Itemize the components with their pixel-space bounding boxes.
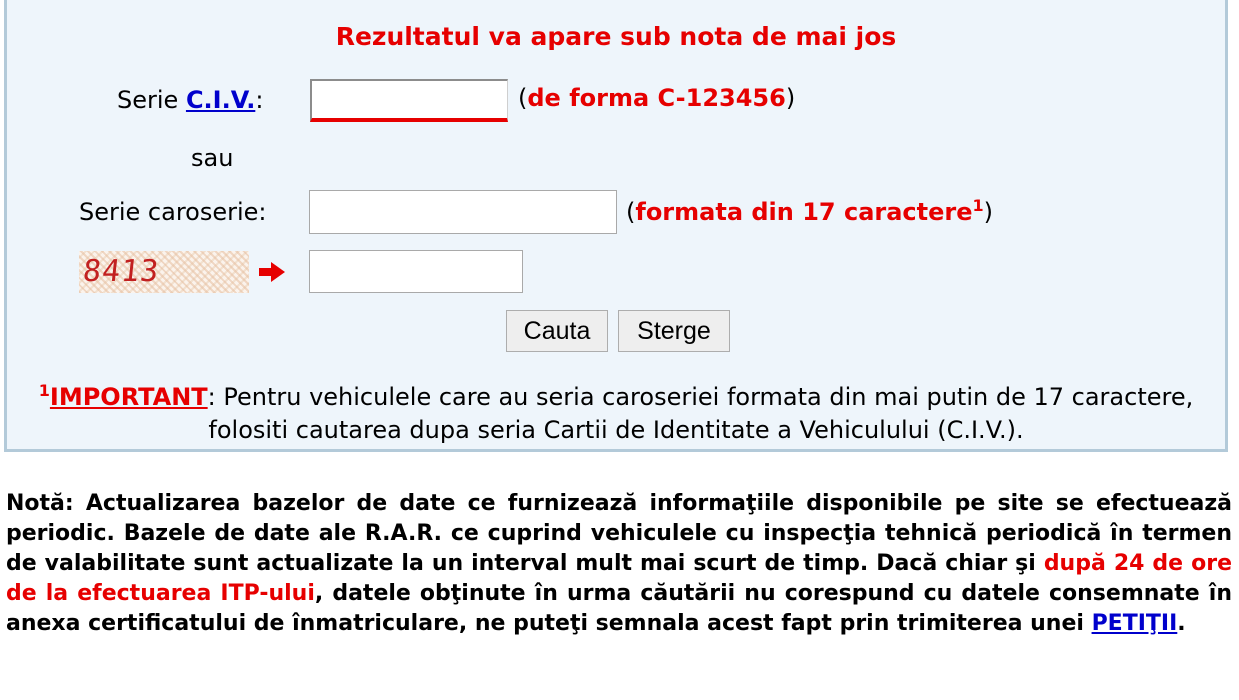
civ-label bbox=[117, 86, 263, 114]
civ-link[interactable]: C.I.V. bbox=[185, 86, 256, 114]
body-hint-close: ) bbox=[983, 198, 994, 226]
note-text-3: . bbox=[1177, 611, 1186, 636]
or-text: sau bbox=[191, 144, 234, 172]
note-highlight: după 24 de ore de la efectuarea ITP-ului bbox=[6, 551, 1232, 606]
note-text-1: Notă: Actualizarea bazelor de date ce furnizează informaţiile disponibile pe site se efectuează periodic. Bazele de date ale R.A.R. ce cuprind vehiculele cu inspecţia tehnică periodică în termen de valabilitate sunt actualizate la un interval mult mai scurt de timp. Dacă chiar şi bbox=[6, 491, 1232, 576]
result-headline: Rezultatul va apare sub nota de mai jos bbox=[335, 22, 897, 51]
civ-input[interactable] bbox=[310, 79, 508, 122]
important-link[interactable]: IMPORTANT bbox=[49, 383, 208, 411]
clear-button[interactable]: Sterge bbox=[618, 310, 730, 352]
captcha-text: 8413 bbox=[81, 254, 162, 289]
civ-hint bbox=[518, 84, 795, 112]
note-text-2: , datele obţinute în urma căutării nu corespund cu datele consemnate în anexa certificatului de înmatriculare, ne puteţi semnala acest fapt prin trimiterea unei bbox=[6, 581, 1232, 636]
civ-hint-close: ) bbox=[785, 84, 796, 112]
body-series-hint bbox=[626, 196, 993, 226]
body-series-label: Serie caroserie: bbox=[79, 198, 267, 226]
update-note bbox=[6, 489, 1232, 639]
civ-hint-open: ( bbox=[518, 84, 528, 112]
captcha-input[interactable] bbox=[309, 250, 523, 293]
civ-hint-text: de forma C-123456 bbox=[527, 84, 786, 112]
search-button[interactable]: Cauta bbox=[506, 310, 608, 352]
petitii-link[interactable]: PETIŢII bbox=[1091, 611, 1178, 636]
body-hint-text: formata din 17 caractere bbox=[635, 198, 973, 226]
civ-label-suffix: : bbox=[255, 86, 264, 114]
important-text: : Pentru vehiculele care au seria caroseriei formata din mai putin de 17 caractere, folositi cautarea dupa seria Cartii de Identitate a Vehiculului (C.I.V.). bbox=[207, 383, 1194, 444]
body-hint-footnote: 1 bbox=[972, 196, 984, 215]
body-series-input[interactable] bbox=[309, 190, 617, 234]
body-hint-open: ( bbox=[626, 198, 636, 226]
important-footnote: 1 bbox=[38, 381, 50, 400]
arrow-right-icon bbox=[258, 261, 286, 283]
important-note bbox=[0, 374, 1232, 447]
captcha-image bbox=[79, 251, 249, 293]
civ-label-prefix: Serie bbox=[117, 86, 186, 114]
